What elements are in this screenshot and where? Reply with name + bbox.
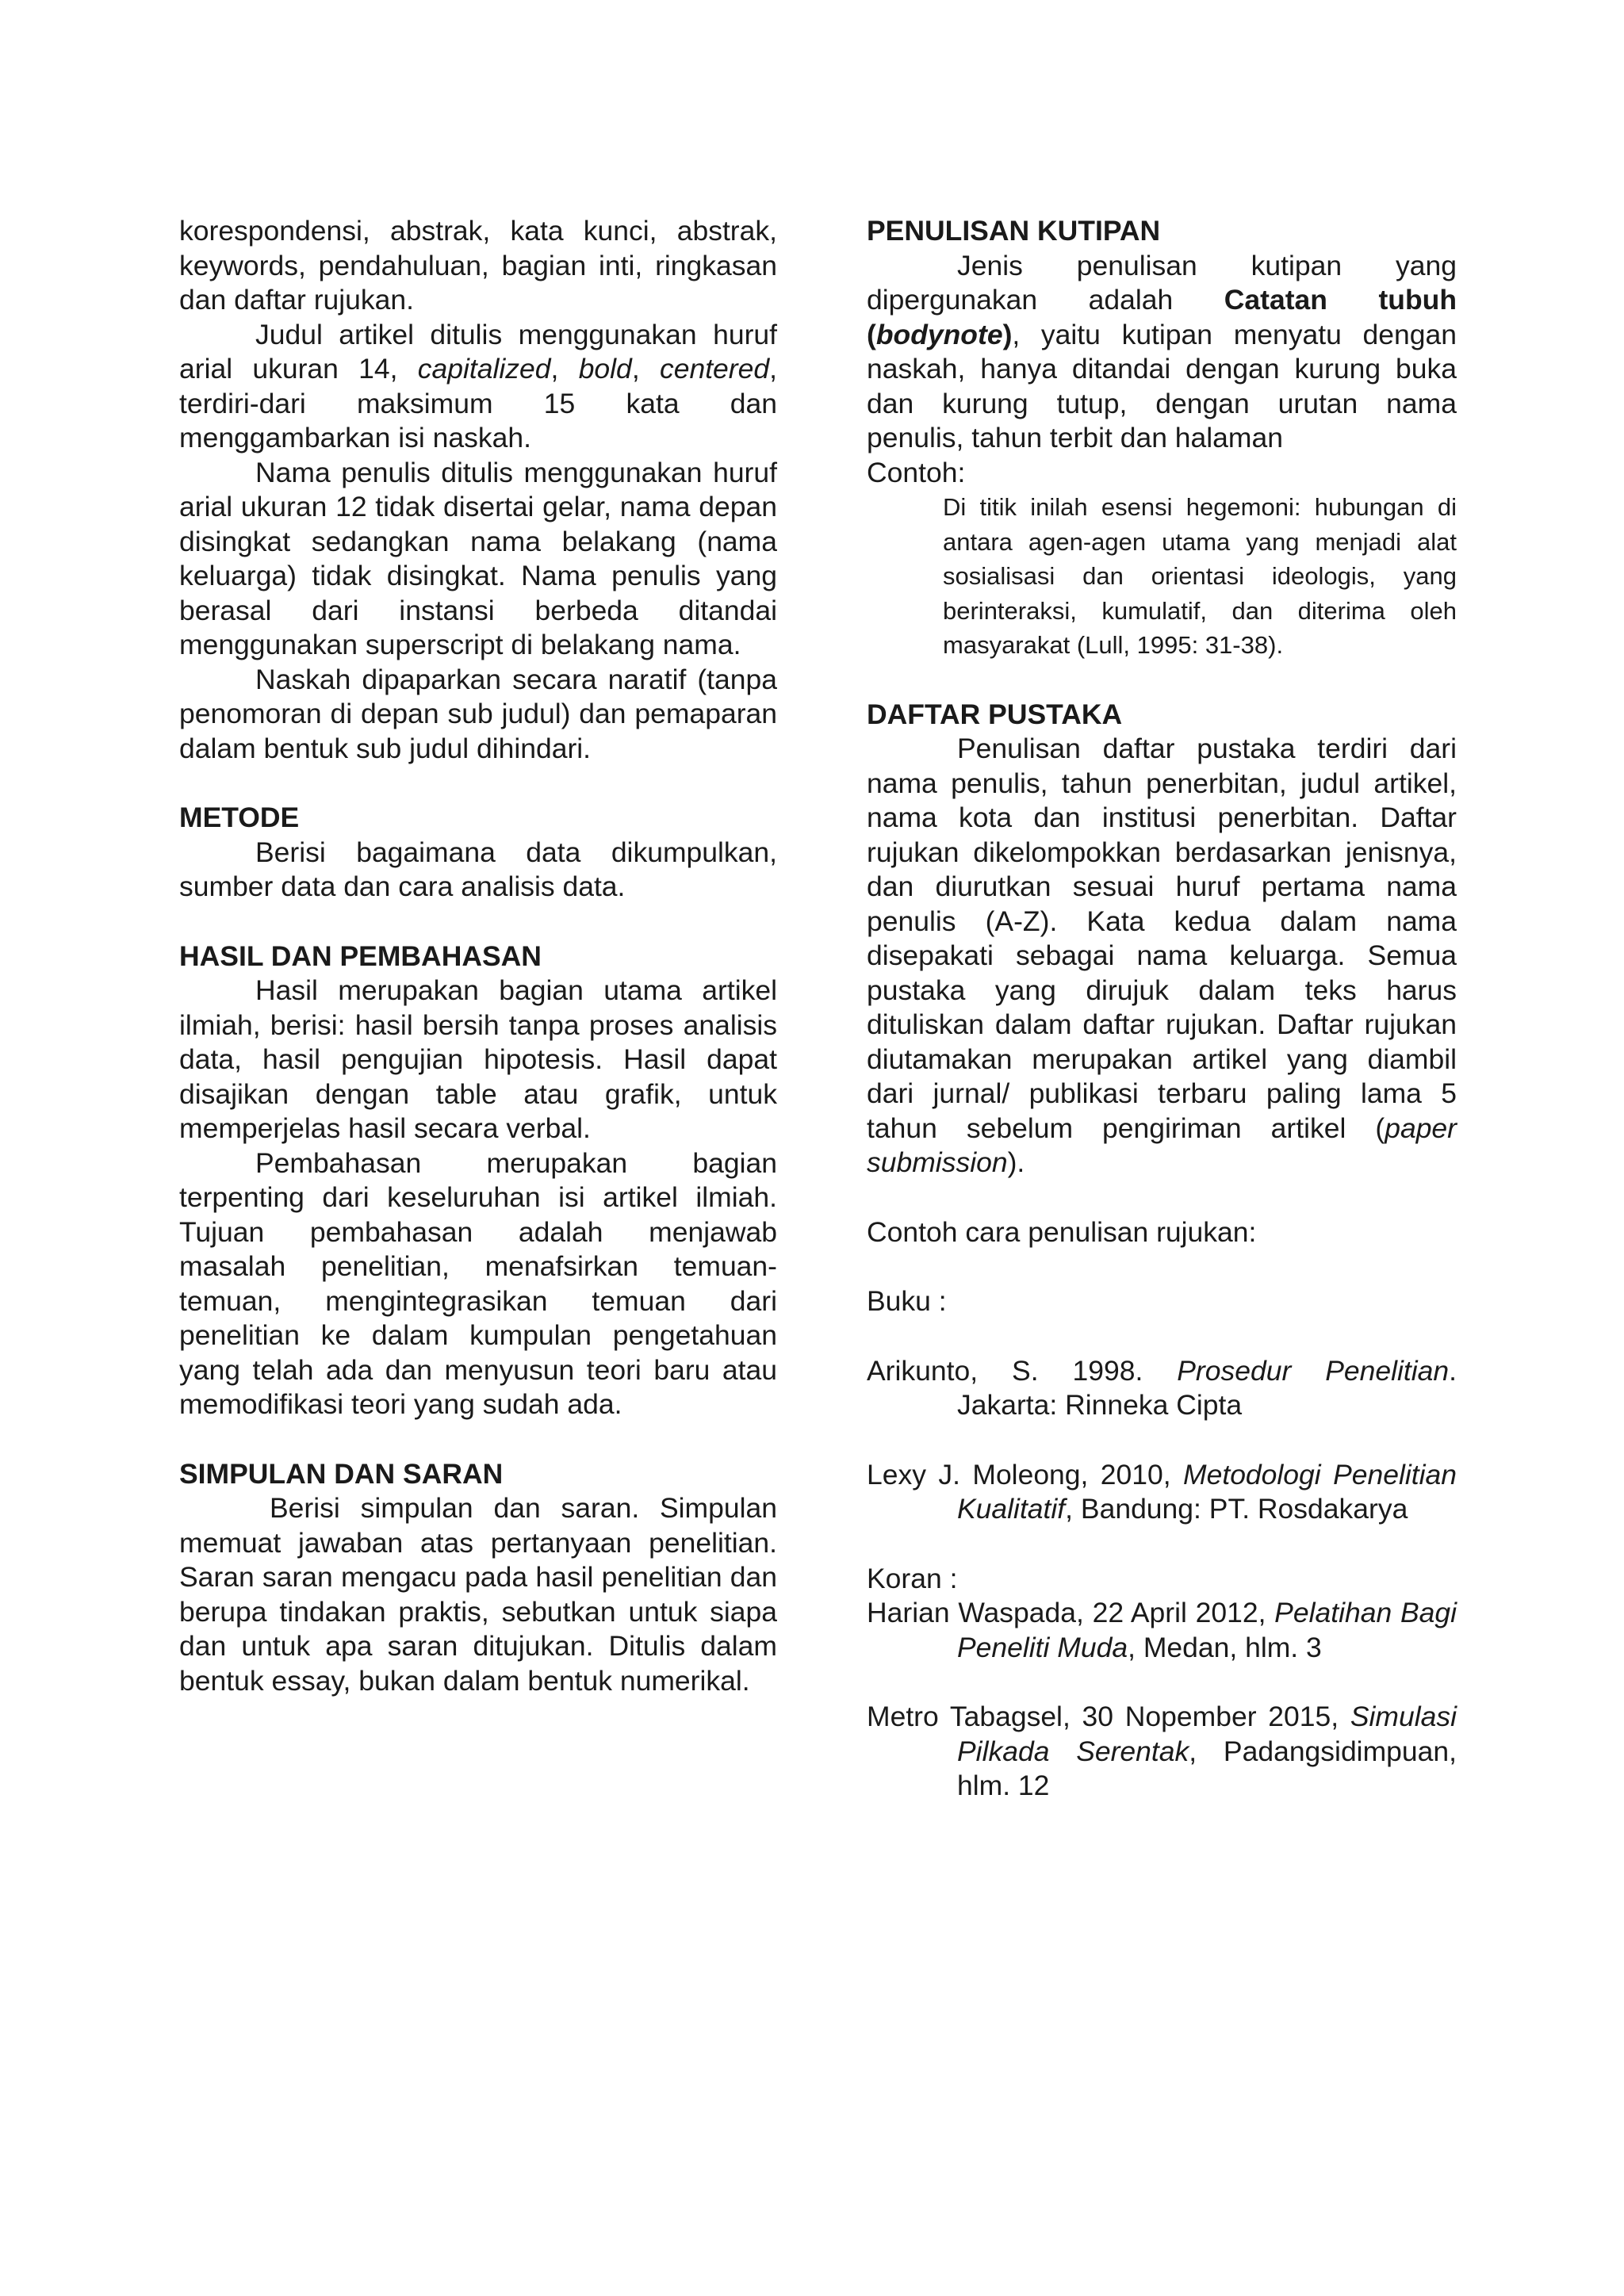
nama-penulis-paragraph: Nama penulis ditulis menggunakan huruf arial ukuran 12 tidak disertai gelar, nama depan disingkat sedangkan nama belakang (nama keluarga) tidak disingkat. Nama penulis yang berasal dari instansi berbeda ditandai menggunakan superscript di belakang nama. <box>179 456 777 660</box>
buku-label: Buku : <box>867 1285 947 1317</box>
pembahasan-paragraph: Pembahasan merupakan bagian terpenting dari keseluruhan isi artikel ilmiah. Tujuan pembahasan adalah menjawab masalah penelitian, menafsirkan temuan-temuan, mengintegrasikan temuan dari penelitian ke dalam kumpulan pengetahuan yang telah ada dan menyusun teori baru atau memodifikasi teori yang sudah ada. <box>179 1146 777 1420</box>
pustaka-italic: paper submission <box>867 1112 1457 1178</box>
judul-italic-centered: centered <box>659 353 770 385</box>
block-quote: Di titik inilah esensi hegemoni: hubungan di antara agen-agen utama yang menjadi alat sosialisasi dan orientasi ideologis, yang berinteraksi, kumulatif, dan diterima oleh masyarakat (Lull, 1995: 31-38). <box>943 493 1457 659</box>
judul-text-a: Judul artikel ditulis menggunakan huruf arial ukuran 14, <box>179 318 777 385</box>
metode-paragraph: Berisi bagaimana data dikumpulkan, sumber data dan cara analisis data. <box>179 836 777 902</box>
judul-italic-bold: bold <box>578 353 632 385</box>
koran-label: Koran : <box>867 1562 958 1594</box>
contoh-cara-label: Contoh cara penulisan rujukan: <box>867 1215 1257 1248</box>
judul-text-c: , <box>631 353 660 385</box>
pustaka-text-a: Penulisan daftar pustaka terdiri dari nama penulis, tahun penerbitan, judul artikel, nama kota dan institusi penerbitan. Daftar rujukan dikelompokkan berdasarkan jenisnya, dan diurutkan sesuai huruf pertama nama penulis (A-Z). Kata kedua dalam nama disepakati sebagai nama keluarga. Semua pustaka yang dirujuk dalam teks harus dituliskan dalam daftar rujukan. Daftar rujukan diutamakan merupakan artikel yang diambil dari jurnal/ publikasi terbaru paling lama 5 tahun sebelum pengiriman artikel ( <box>867 733 1457 1144</box>
judul-paragraph <box>179 318 777 456</box>
kutipan-heading: PENULISAN KUTIPAN <box>867 215 1161 247</box>
right-column <box>867 214 1457 1804</box>
judul-text-b: , <box>550 353 579 385</box>
hasil-heading: HASIL DAN PEMBAHASAN <box>179 939 542 972</box>
reference-entry: Harian Waspada, 22 April 2012, Pelatihan Bagi Peneliti Muda, Medan, hlm. 3 <box>867 1597 1457 1663</box>
simpulan-paragraph: Berisi simpulan dan saran. Simpulan memuat jawaban atas pertanyaan penelitian. Saran saran mengacu pada hasil penelitian dan berupa tindakan praktis, sebutkan untuk siapa dan untuk apa saran ditujukan. Ditulis dalam bentuk essay, bukan dalam bentuk numerikal. <box>179 1492 777 1697</box>
pustaka-paragraph <box>867 732 1457 1181</box>
left-column <box>179 214 777 1698</box>
reference-entry: Arikunto, S. 1998. Prosedur Penelitian. Jakarta: Rinneka Cipta <box>867 1354 1457 1421</box>
kutipan-text-a: Jenis penulisan kutipan yang dipergunakan adalah <box>867 249 1457 316</box>
kutipan-paragraph <box>867 249 1457 456</box>
pustaka-heading: DAFTAR PUSTAKA <box>867 698 1123 730</box>
kutipan-bold-italic: bodynote <box>875 318 1003 350</box>
contoh-label: Contoh: <box>867 456 966 488</box>
naskah-paragraph: Naskah dipaparkan secara naratif (tanpa penomoran di depan sub judul) dan pemaparan dalam bentuk sub judul dihindari. <box>179 663 777 764</box>
pustaka-text-b: ). <box>1007 1146 1025 1178</box>
judul-italic-capitalized: capitalized <box>417 353 551 385</box>
metode-heading: METODE <box>179 802 300 833</box>
kutipan-bold-b: ) <box>1002 318 1013 350</box>
kutipan-bold-a: Catatan tubuh ( <box>867 284 1457 350</box>
simpulan-heading: SIMPULAN DAN SARAN <box>179 1457 504 1490</box>
kutipan-text-c: , yaitu kutipan menyatu dengan naskah, hanya ditandai dengan kurung buka dan kurung tutup, dengan urutan nama penulis, tahun terbit dan halaman <box>867 318 1457 453</box>
intro-paragraph: korespondensi, abstrak, kata kunci, abstrak, keywords, pendahuluan, bagian inti, ringkasan dan daftar rujukan. <box>179 215 777 316</box>
judul-text-d: , terdiri-dari maksimum 15 kata dan menggambarkan isi naskah. <box>179 353 777 453</box>
hasil-paragraph: Hasil merupakan bagian utama artikel ilmiah, berisi: hasil bersih tanpa proses analisis data, hasil pengujian hipotesis. Hasil dapat disajikan dengan table atau grafik, untuk memperjelas hasil secara verbal. <box>179 974 777 1144</box>
reference-entry: Lexy J. Moleong, 2010, Metodologi Penelitian Kualitatif, Bandung: PT. Rosdakarya <box>867 1458 1457 1525</box>
reference-entry: Metro Tabagsel, 30 Nopember 2015, Simulasi Pilkada Serentak, Padangsidimpuan, hlm. 12 <box>867 1701 1457 1801</box>
